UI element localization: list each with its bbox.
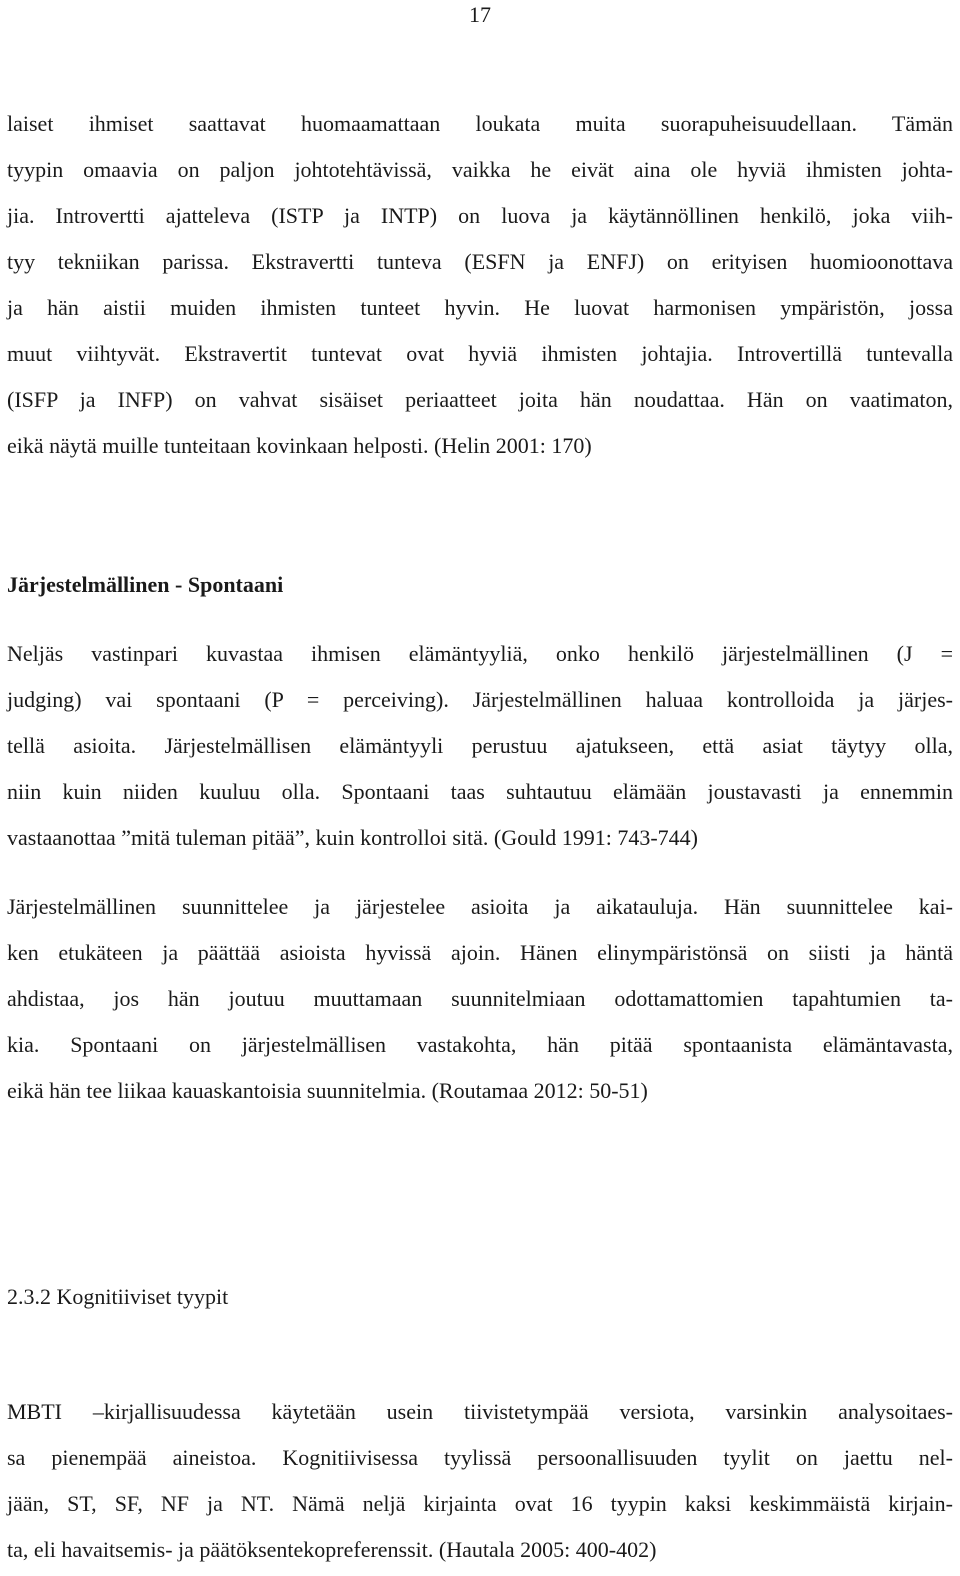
- text-line: (ISFP ja INFP) on vahvat sisäiset periaatteet joita hän noudattaa. Hän on vaatimaton,: [7, 387, 953, 412]
- text-line: tyypin omaavia on paljon johtotehtävissä, vaikka he eivät aina ole hyviä ihmisten johta-: [7, 157, 953, 182]
- text-line: laiset ihmiset saattavat huomaamattaan loukata muita suorapuheisuudellaan. Tämän: [7, 111, 953, 136]
- text-line: jään, ST, SF, NF ja NT. Nämä neljä kirjainta ovat 16 tyypin kaksi keskimmäistä kirjain-: [7, 1491, 953, 1516]
- text-line: ja hän aistii muiden ihmisten tunteet hyvin. He luovat harmonisen ympäristön, jossa: [7, 295, 953, 320]
- text-line: eikä näytä muille tunteitaan kovinkaan helposti. (Helin 2001: 170): [7, 433, 592, 458]
- text-line: kia. Spontaani on järjestelmällisen vastakohta, hän pitää spontaanista elämäntavasta,: [7, 1032, 953, 1057]
- text-line: sa pienempää aineistoa. Kognitiivisessa tyylissä persoonallisuuden tyylit on jaettu nel-: [7, 1445, 953, 1470]
- text-line: MBTI –kirjallisuudessa käytetään usein tiivistetympää versiota, varsinkin analysoitaes-: [7, 1399, 953, 1424]
- text-line: muut viihtyvät. Ekstravertit tuntevat ovat hyviä ihmisten johtajia. Introvertillä tuntevalla: [7, 341, 953, 366]
- text-line: eikä hän tee liikaa kauaskantoisia suunnitelmia. (Routamaa 2012: 50-51): [7, 1078, 648, 1103]
- text-line: Neljäs vastinpari kuvastaa ihmisen elämäntyyliä, onko henkilö järjestelmällinen (J =: [7, 641, 953, 666]
- text-line: niin kuin niiden kuuluu olla. Spontaani taas suhtautuu elämään joustavasti ja ennemmin: [7, 779, 953, 804]
- text-line: ahdistaa, jos hän joutuu muuttamaan suunnitelmiaan odottamattomien tapahtumien ta-: [7, 986, 953, 1011]
- text-line: vastaanottaa ”mitä tuleman pitää”, kuin kontrolloi sitä. (Gould 1991: 743-744): [7, 825, 699, 850]
- text-line: Järjestelmällinen suunnittelee ja järjestelee asioita ja aikatauluja. Hän suunnittelee kai-: [7, 894, 953, 919]
- text-line: judging) vai spontaani (P = perceiving). Järjestelmällinen haluaa kontrolloida ja järjes-: [7, 687, 953, 712]
- section-heading: Järjestelmällinen - Spontaani: [7, 572, 284, 597]
- subsection-heading: 2.3.2 Kognitiiviset tyypit: [7, 1284, 229, 1309]
- text-line: tellä asioita. Järjestelmällisen elämäntyyli perustuu ajatukseen, että asiat täytyy olla,: [7, 733, 953, 758]
- text-line: ta, eli havaitsemis- ja päätöksentekopreferenssit. (Hautala 2005: 400-402): [7, 1537, 657, 1562]
- text-line: tyy tekniikan parissa. Ekstravertti tunteva (ESFN ja ENFJ) on erityisen huomioonottava: [7, 249, 953, 274]
- text-line: jia. Introvertti ajatteleva (ISTP ja INTP) on luova ja käytännöllinen henkilö, joka viih-: [7, 203, 953, 228]
- text-line: ken etukäteen ja päättää asioista hyvissä ajoin. Hänen elinympäristönsä on siisti ja häntä: [7, 940, 953, 965]
- page-number: 17: [469, 2, 491, 27]
